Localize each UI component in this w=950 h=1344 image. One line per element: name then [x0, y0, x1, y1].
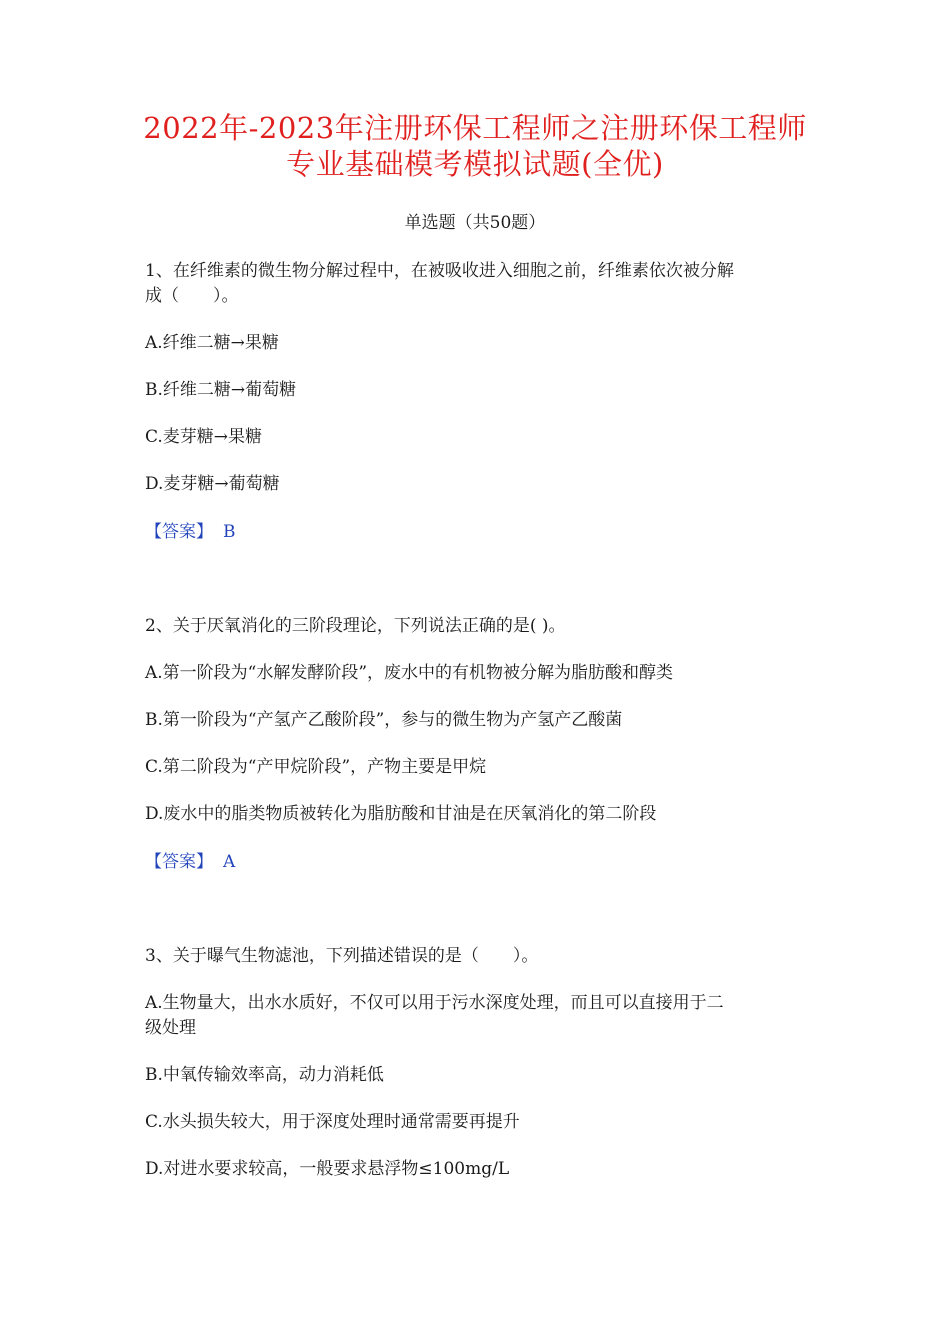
question-1-option-b: B.纤维二糖→葡萄糖: [145, 380, 297, 400]
question-1-stem-line-1: 1、在纤维素的微生物分解过程中，在被吸收进入细胞之前，纤维素依次被分解: [145, 261, 734, 281]
question-1-stem-line-2: 成（ ）。: [145, 286, 239, 306]
question-1-option-a: A.纤维二糖→果糖: [145, 333, 279, 353]
question-2-option-b: B.第一阶段为“产氢产乙酸阶段”，参与的微生物为产氢产乙酸菌: [145, 710, 623, 730]
question-2-stem-line-1: 2、关于厌氧消化的三阶段理论，下列说法正确的是( )。: [145, 616, 566, 636]
question-3-stem-line-1: 3、关于曝气生物滤池，下列描述错误的是（ ）。: [145, 946, 539, 966]
question-3-option-c: C.水头损失较大，用于深度处理时通常需要再提升: [145, 1112, 520, 1132]
section-title: 单选题（共50题）: [404, 213, 546, 233]
answer-value: B: [223, 522, 236, 542]
question-3-option-b: B.中氧传输效率高，动力消耗低: [145, 1065, 384, 1085]
question-2-answer: [145, 850, 815, 874]
question-1-answer: [145, 520, 815, 544]
answer-label: 【答案】: [145, 522, 213, 542]
question-2-option-c: C.第二阶段为“产甲烷阶段”，产物主要是甲烷: [145, 757, 487, 777]
question-3-option-d: D.对进水要求较高，一般要求悬浮物≤100mg/L: [145, 1159, 510, 1179]
document-title-line-2: 专业基础模考模拟试题(全优): [286, 147, 664, 181]
question-1-option-c: C.麦芽糖→果糖: [145, 427, 263, 447]
question-3-option-a-line-2: 级处理: [145, 1018, 196, 1038]
document-title-line-1: 2022年-2023年注册环保工程师之注册环保工程师: [143, 111, 807, 145]
answer-value: A: [223, 852, 236, 872]
question-2-option-a: A.第一阶段为“水解发酵阶段”，废水中的有机物被分解为脂肪酸和醇类: [145, 663, 674, 683]
question-2-option-d: D.废水中的脂类物质被转化为脂肪酸和甘油是在厌氧消化的第二阶段: [145, 804, 657, 824]
question-1-option-d: D.麦芽糖→葡萄糖: [145, 474, 280, 494]
answer-label: 【答案】: [145, 852, 213, 872]
question-3-option-a-line-1: A.生物量大，出水水质好，不仅可以用于污水深度处理，而且可以直接用于二: [145, 993, 724, 1013]
